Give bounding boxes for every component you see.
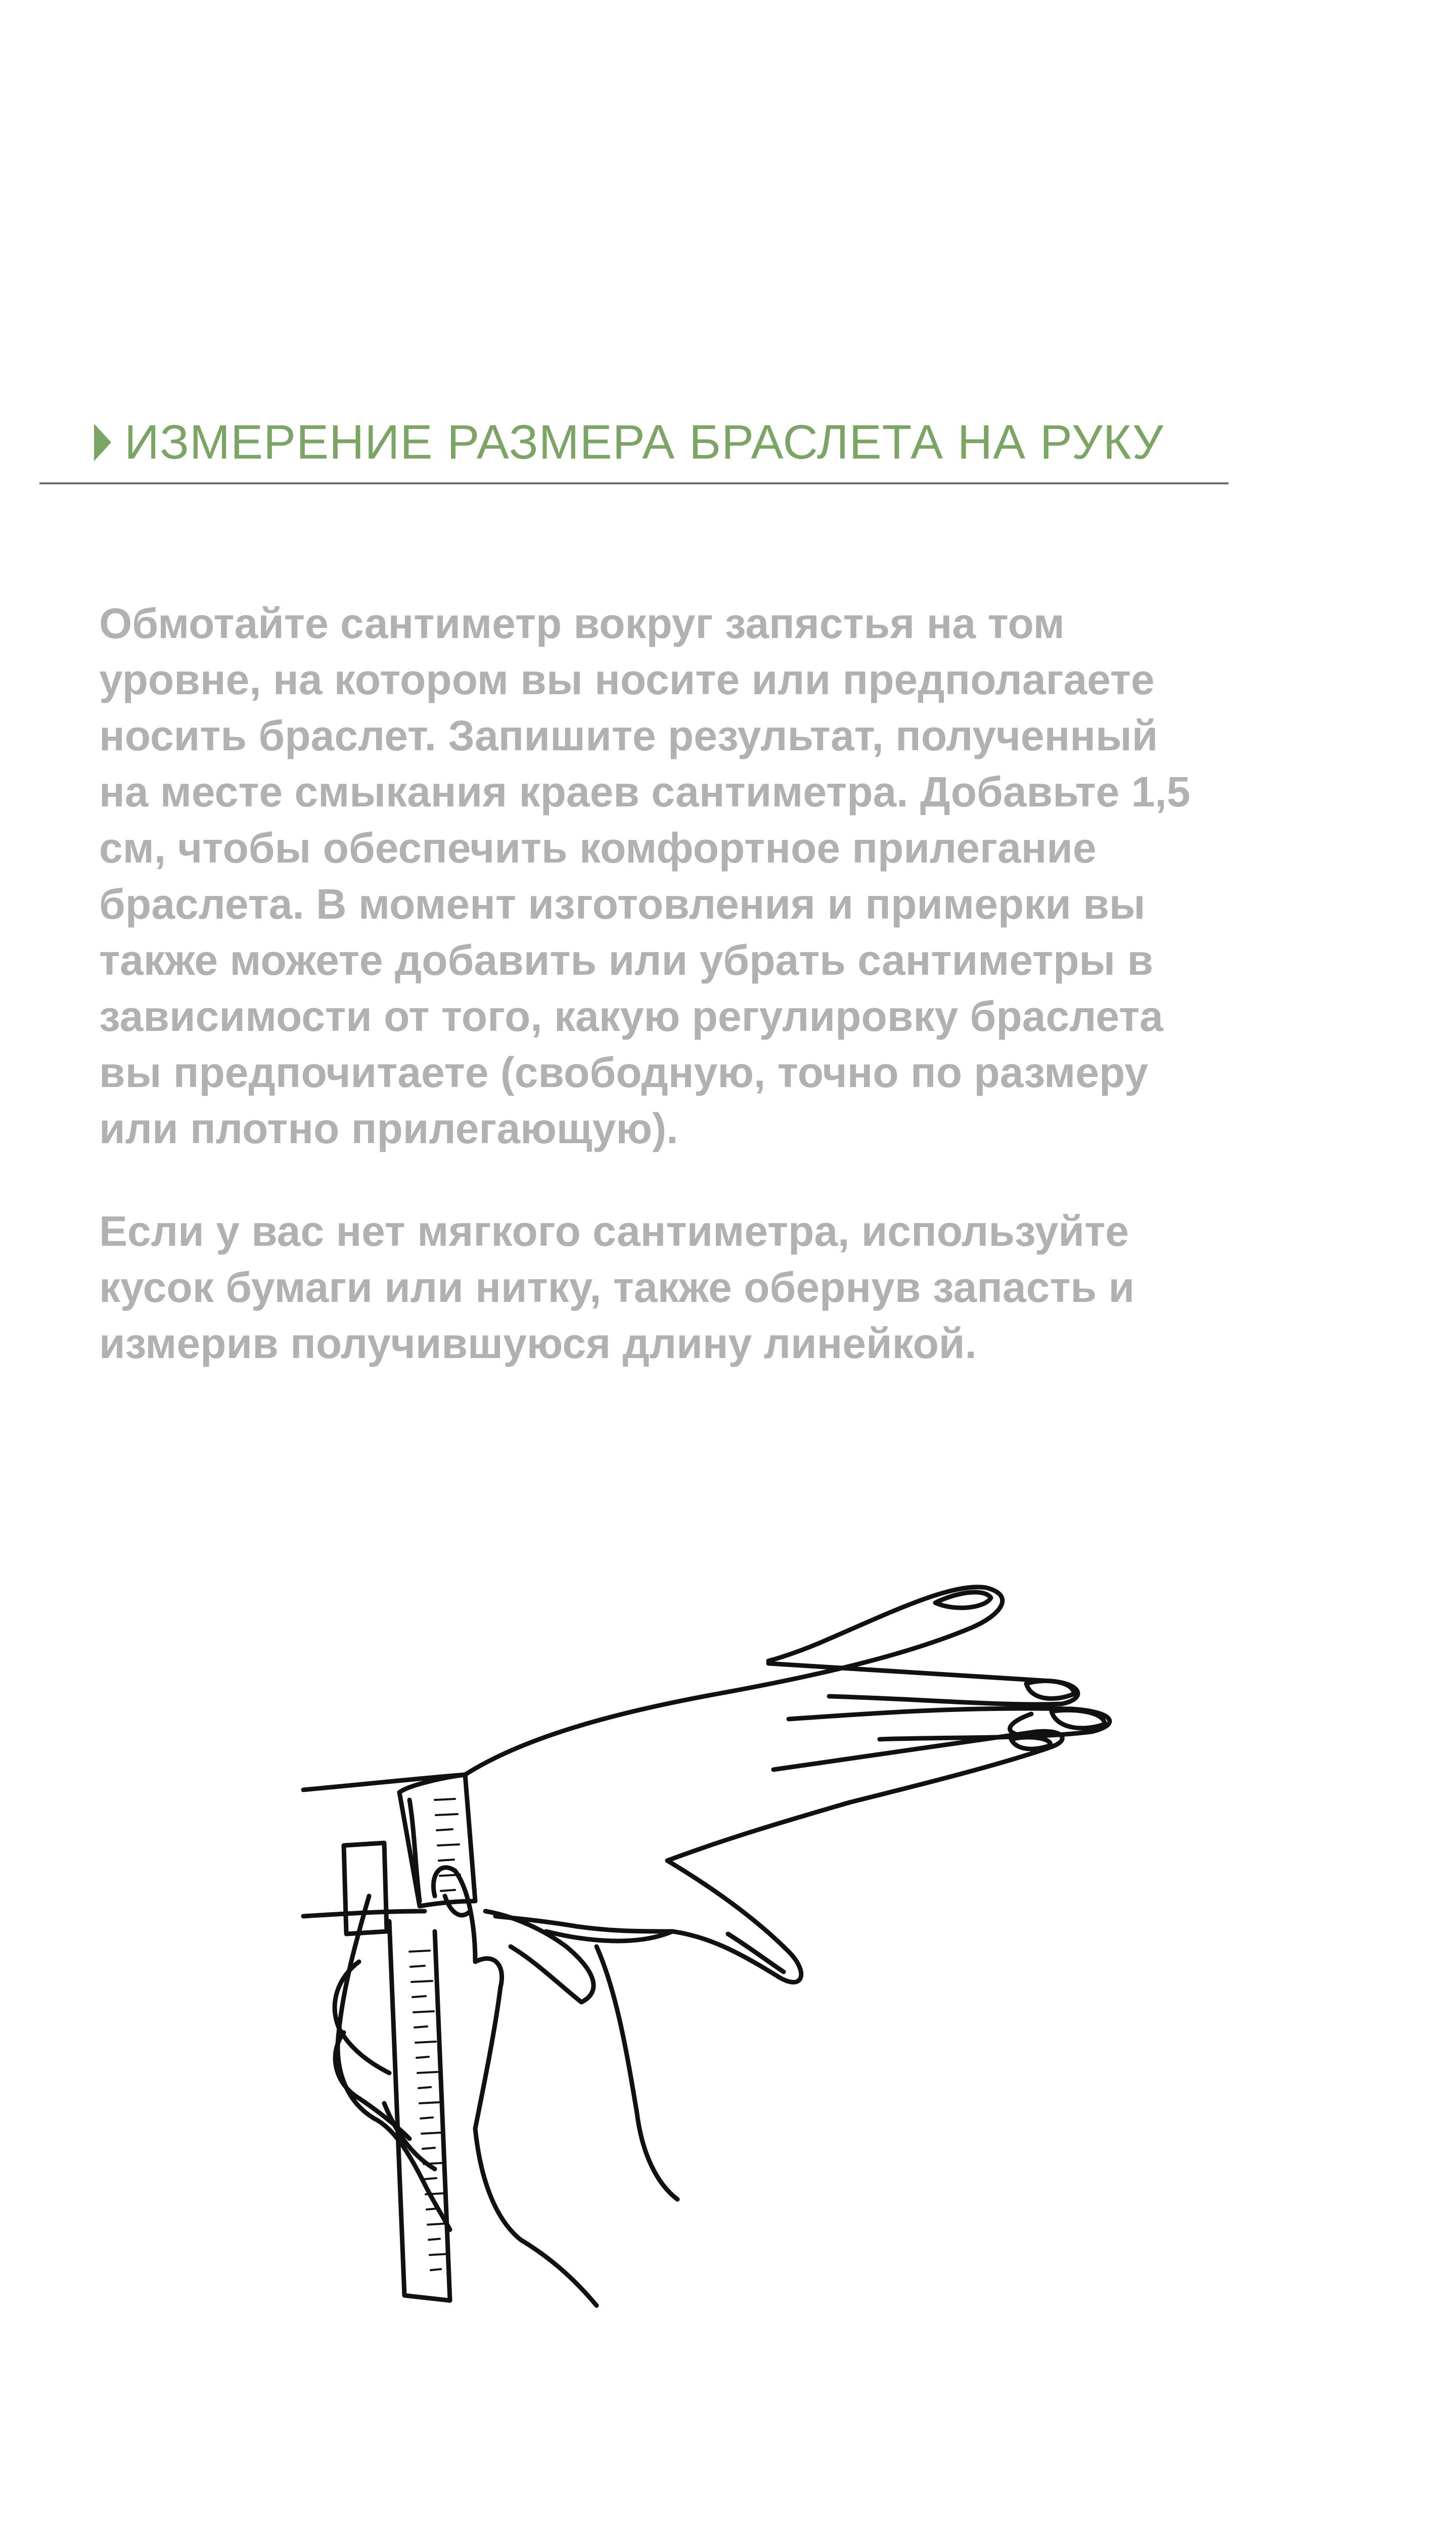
paragraph-line: см, чтобы обеспечить комфортное прилегание	[99, 824, 1097, 872]
paragraph-line: измерив получившуюся длину линейкой.	[99, 1320, 977, 1367]
triangle-right-icon	[94, 424, 111, 461]
paragraph-line: зависимости от того, какую регулировку браслета	[99, 992, 1163, 1040]
paragraph-line: на месте смыкания краев сантиметра. Добавьте 1,5	[99, 768, 1191, 816]
paragraph-line: вы предпочитаете (свободную, точно по размеру	[99, 1049, 1148, 1096]
section-heading: ИЗМЕРЕНИЕ РАЗМЕРА БРАСЛЕТА НА РУКУ	[124, 415, 1164, 469]
heading-divider	[39, 482, 1228, 484]
instructions-paragraph	[99, 596, 1323, 1157]
paragraph-line: также можете добавить или убрать сантиметры в	[99, 936, 1154, 984]
paragraph-line: Обмотайте сантиметр вокруг запястья на том	[99, 600, 1065, 647]
paragraph-line: или плотно прилегающую).	[99, 1105, 678, 1152]
alternative-method-paragraph	[99, 1203, 1323, 1372]
paragraph-line: браслета. В момент изготовления и примерки вы	[99, 880, 1146, 928]
paragraph-line: носить браслет. Запишите результат, полученный	[99, 712, 1158, 759]
hand-measuring-wrist-icon	[283, 1547, 1193, 2447]
paragraph-line: Если у вас нет мягкого сантиметра, используйте	[99, 1207, 1129, 1255]
paragraph-line: уровне, на котором вы носите или предполагаете	[99, 656, 1155, 703]
paragraph-line: кусок бумаги или нитку, также обернув запасть и	[99, 1263, 1135, 1311]
section-heading-row	[94, 415, 1164, 470]
